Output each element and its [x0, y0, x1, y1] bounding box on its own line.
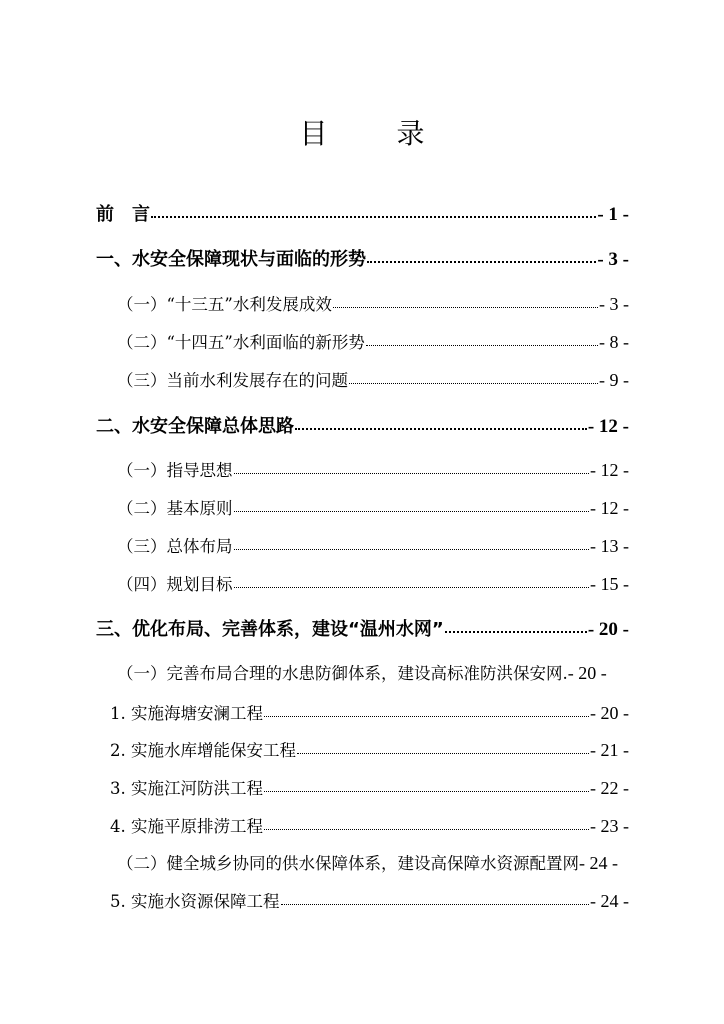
toc-entry-1-3[interactable] [117, 367, 629, 391]
toc-entry-1-1[interactable] [117, 291, 629, 315]
toc-entry-page: - 13 - [590, 536, 629, 556]
toc-entry-label: 二、水安全保障总体思路 [96, 416, 294, 437]
toc-entry-label: （二）“十四五”水利面临的新形势 [117, 333, 365, 352]
toc-entry-label: （二）健全城乡协同的供水保障体系，建设高保障水资源配置网 [117, 854, 579, 873]
toc-entry-2-1[interactable] [117, 457, 629, 481]
toc-entry-label: 前 言 [96, 204, 150, 225]
toc-entry-item-5[interactable] [110, 888, 629, 912]
dot-leader [367, 261, 596, 263]
toc-entry-label: 三、优化布局、完善体系，建设“温州水网” [96, 619, 444, 640]
toc-entry-1-2[interactable] [117, 329, 629, 353]
toc-entry-page: - 12 - [587, 416, 629, 437]
toc-entry-2-4[interactable] [117, 571, 629, 595]
dot-leader [264, 829, 589, 830]
dot-leader [295, 428, 587, 430]
dot-leader [264, 716, 589, 717]
toc-title: 目 录 [299, 117, 455, 150]
toc-entry-label: 3. 实施江河防洪工程 [110, 779, 263, 798]
toc-entry-page: - 3 - [599, 294, 629, 314]
toc-entry-chapter-2[interactable] [96, 412, 629, 438]
toc-entry-page: - 24 - [579, 853, 618, 873]
toc-entry-label: 一、水安全保障现状与面临的形势 [96, 249, 366, 270]
toc-entry-label: 5. 实施水资源保障工程 [110, 892, 280, 911]
toc-entry-3-1[interactable] [117, 660, 629, 684]
toc-entry-page: - 21 - [590, 740, 629, 760]
dot-leader [349, 383, 598, 384]
toc-entry-label: （四）规划目标 [117, 575, 233, 594]
toc-entry-page: - 20 - [567, 663, 607, 683]
toc-entry-3-2[interactable] [117, 850, 645, 874]
toc-entry-2-3[interactable] [117, 533, 629, 557]
toc-entry-chapter-1[interactable] [96, 245, 629, 271]
toc-entry-label: （三）当前水利发展存在的问题 [117, 371, 348, 390]
toc-entry-label: （二）基本原则 [117, 499, 233, 518]
dot-leader [366, 345, 598, 346]
toc-entry-item-2[interactable] [110, 737, 629, 761]
toc-entry-page: - 8 - [599, 332, 629, 352]
toc-entry-page: - 12 - [590, 460, 629, 480]
dot-leader [333, 307, 598, 308]
toc-entry-page: - 15 - [590, 574, 629, 594]
dot-leader [281, 904, 590, 905]
toc-entry-item-1[interactable] [110, 700, 629, 724]
toc-entry-label: （三）总体布局 [117, 537, 233, 556]
toc-entry-item-3[interactable] [110, 775, 629, 799]
toc-entry-chapter-3[interactable] [96, 615, 629, 641]
dot-leader [234, 473, 590, 474]
toc-entry-2-2[interactable] [117, 495, 629, 519]
toc-entry-label: （一）“十三五”水利发展成效 [117, 295, 332, 314]
toc-entry-page: - 24 - [590, 891, 629, 911]
toc-entry-page: - 22 - [590, 778, 629, 798]
toc-entry-page: - 1 - [597, 204, 629, 225]
toc-entry-label: 2. 实施水库增能保安工程 [110, 741, 296, 760]
dot-leader [445, 631, 587, 633]
dot-leader [297, 753, 589, 754]
dot-leader [234, 511, 590, 512]
toc-entry-page: - 20 - [590, 703, 629, 723]
toc-entry-label: 4. 实施平原排涝工程 [110, 817, 263, 836]
toc-entry-label: （一）完善布局合理的水患防御体系，建设高标准防洪保安网. [117, 664, 568, 683]
toc-entry-label: 1. 实施海塘安澜工程 [110, 704, 263, 723]
toc-entry-page: - 9 - [599, 370, 629, 390]
toc-entry-page: - 20 - [587, 619, 629, 640]
dot-leader [234, 587, 590, 588]
dot-leader [264, 791, 589, 792]
toc-entry-item-4[interactable] [110, 813, 629, 837]
dot-leader [234, 549, 590, 550]
toc-entry-label: （一）指导思想 [117, 461, 233, 480]
toc-entry-page: - 23 - [590, 816, 629, 836]
toc-entry-preface[interactable] [96, 200, 629, 226]
dot-leader [151, 216, 596, 218]
toc-entry-page: - 12 - [590, 498, 629, 518]
toc-entry-page: - 3 - [597, 249, 629, 270]
